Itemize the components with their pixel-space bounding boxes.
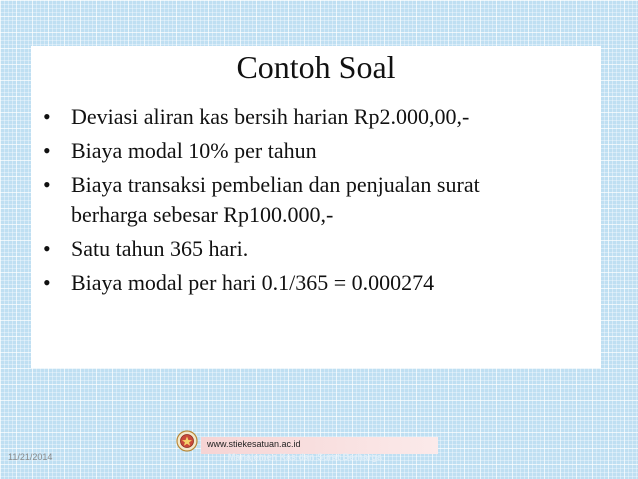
bullet-item (41, 170, 591, 230)
bullet-dot-icon: • (43, 172, 51, 197)
bullet-text-continuation: berharga sebesar Rp100.000,- (71, 202, 334, 227)
bullet-item (41, 234, 591, 264)
bullet-item (41, 268, 591, 298)
bullet-item (41, 136, 591, 166)
bullet-text: Biaya transaksi pembelian dan penjualan surat (71, 172, 480, 197)
slide-card (31, 46, 601, 368)
bullet-item (41, 102, 591, 132)
slide-title: Contoh Soal (236, 49, 396, 85)
footer-date: 11/21/2014 (8, 452, 53, 462)
footer-subtitle: Manajemen Kas dan Surat Berharga (228, 452, 383, 462)
bullet-dot-icon: • (43, 104, 51, 129)
footer-url[interactable]: www.stiekesatuan.ac.id (207, 439, 301, 449)
bullet-text: Satu tahun 365 hari. (71, 236, 249, 261)
bullet-list (41, 102, 591, 302)
university-seal-icon (176, 430, 198, 452)
bullet-text: Deviasi aliran kas bersih harian Rp2.000,00,- (71, 104, 470, 129)
bullet-dot-icon: • (43, 270, 51, 295)
bullet-text: Biaya modal 10% per tahun (71, 138, 317, 163)
bullet-text: Biaya modal per hari 0.1/365 = 0.000274 (71, 270, 435, 295)
bullet-dot-icon: • (43, 138, 51, 163)
bullet-dot-icon: • (43, 236, 51, 261)
